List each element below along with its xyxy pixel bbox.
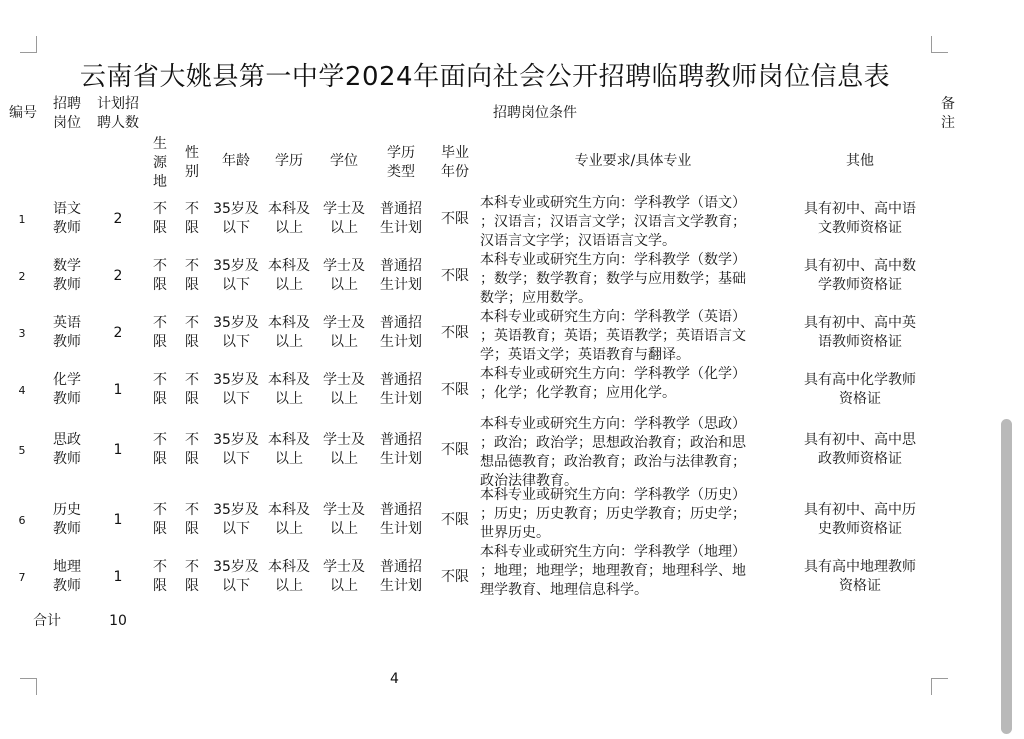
row-4-origin: 不 限 xyxy=(153,372,167,407)
document-title: 云南省大姚县第一中学2024年面向社会公开招聘临聘教师岗位信息表 xyxy=(79,62,891,92)
row-7-major: 本科专业或研究生方向：学科教学（地理） ；地理；地理学；地理教育；地理科学、地 理学教育、地理信息科学。 xyxy=(480,544,746,598)
row-2-position: 数学 教师 xyxy=(53,258,81,293)
header-other: 其他 xyxy=(846,153,874,169)
vertical-scrollbar[interactable] xyxy=(1001,419,1012,734)
row-2-education: 本科及 以上 xyxy=(268,258,310,293)
row-7-quota: 1 xyxy=(113,569,123,585)
row-2-other: 具有初中、高中数 学教师资格证 xyxy=(804,258,916,293)
row-1-gender: 不 限 xyxy=(185,201,199,236)
row-1-quota: 2 xyxy=(113,211,123,227)
row-4-no: 4 xyxy=(18,384,26,397)
row-4-major: 本科专业或研究生方向：学科教学（化学） ；化学；化学教育；应用化学。 xyxy=(480,366,746,401)
row-6-degree: 学士及 以上 xyxy=(323,502,365,537)
header-no: 编号 xyxy=(9,105,37,121)
header-degree: 学位 xyxy=(330,153,358,169)
crop-mark-top-right xyxy=(931,36,948,53)
row-3-education: 本科及 以上 xyxy=(268,315,310,350)
row-1-no: 1 xyxy=(18,213,26,226)
crop-mark-bottom-right xyxy=(931,678,948,695)
header-age: 年龄 xyxy=(222,153,250,169)
total-label: 合计 xyxy=(33,613,61,629)
crop-mark-bottom-left xyxy=(20,678,37,695)
row-6-age: 35岁及 以下 xyxy=(213,502,259,537)
row-5-grad-year: 不限 xyxy=(441,442,469,458)
row-3-quota: 2 xyxy=(113,325,123,341)
row-4-age: 35岁及 以下 xyxy=(213,372,259,407)
header-quota: 计划招 聘人数 xyxy=(97,96,139,131)
header-education: 学历 xyxy=(275,153,303,169)
row-7-no: 7 xyxy=(18,571,26,584)
row-4-position: 化学 教师 xyxy=(53,372,81,407)
header-origin: 生 源 地 xyxy=(153,136,167,190)
row-2-major: 本科专业或研究生方向：学科教学（数学） ；数学；数学教育；数学与应用数学；基础 数学；应用数学。 xyxy=(480,252,746,306)
row-3-other: 具有初中、高中英 语教师资格证 xyxy=(804,315,916,350)
page-number: 4 xyxy=(390,671,399,687)
row-6-edu-type: 普通招 生计划 xyxy=(380,502,422,537)
row-3-origin: 不 限 xyxy=(153,315,167,350)
row-5-degree: 学士及 以上 xyxy=(323,432,365,467)
row-7-grad-year: 不限 xyxy=(441,569,469,585)
row-6-origin: 不 限 xyxy=(153,502,167,537)
row-6-gender: 不 限 xyxy=(185,502,199,537)
row-6-position: 历史 教师 xyxy=(53,502,81,537)
header-major: 专业要求/具体专业 xyxy=(574,153,692,169)
total-value: 10 xyxy=(109,613,127,629)
row-7-degree: 学士及 以上 xyxy=(323,559,365,594)
row-2-degree: 学士及 以上 xyxy=(323,258,365,293)
row-6-quota: 1 xyxy=(113,512,123,528)
row-3-position: 英语 教师 xyxy=(53,315,81,350)
row-3-grad-year: 不限 xyxy=(441,325,469,341)
row-5-position: 思政 教师 xyxy=(53,432,81,467)
row-5-no: 5 xyxy=(18,444,26,457)
row-1-other: 具有初中、高中语 文教师资格证 xyxy=(804,201,916,236)
row-6-other: 具有初中、高中历 史教师资格证 xyxy=(804,502,916,537)
row-6-education: 本科及 以上 xyxy=(268,502,310,537)
row-4-other: 具有高中化学教师 资格证 xyxy=(804,372,916,407)
row-2-edu-type: 普通招 生计划 xyxy=(380,258,422,293)
header-edu-type: 学历 类型 xyxy=(387,145,415,180)
row-5-major: 本科专业或研究生方向：学科教学（思政） ；政治；政治学；思想政治教育；政治和思 想品德教育；政治教育；政治与法律教育； 政治法律教育。 xyxy=(480,416,746,489)
row-1-major: 本科专业或研究生方向：学科教学（语文） ；汉语言；汉语言文学；汉语言文学教育； 汉语言文字学；汉语语言文学。 xyxy=(480,195,746,249)
header-position: 招聘 岗位 xyxy=(53,96,81,131)
row-4-grad-year: 不限 xyxy=(441,382,469,398)
row-1-grad-year: 不限 xyxy=(441,211,469,227)
row-2-origin: 不 限 xyxy=(153,258,167,293)
row-5-age: 35岁及 以下 xyxy=(213,432,259,467)
row-7-gender: 不 限 xyxy=(185,559,199,594)
row-5-education: 本科及 以上 xyxy=(268,432,310,467)
row-3-degree: 学士及 以上 xyxy=(323,315,365,350)
crop-mark-top-left xyxy=(20,36,37,53)
row-7-edu-type: 普通招 生计划 xyxy=(380,559,422,594)
row-4-education: 本科及 以上 xyxy=(268,372,310,407)
row-3-gender: 不 限 xyxy=(185,315,199,350)
row-1-position: 语文 教师 xyxy=(53,201,81,236)
header-gender: 性 别 xyxy=(185,145,199,180)
row-6-no: 6 xyxy=(18,514,26,527)
row-1-edu-type: 普通招 生计划 xyxy=(380,201,422,236)
row-5-gender: 不 限 xyxy=(185,432,199,467)
row-4-quota: 1 xyxy=(113,382,123,398)
row-4-edu-type: 普通招 生计划 xyxy=(380,372,422,407)
row-1-origin: 不 限 xyxy=(153,201,167,236)
header-grad-year: 毕业 年份 xyxy=(441,145,469,180)
row-3-no: 3 xyxy=(18,327,26,340)
row-4-degree: 学士及 以上 xyxy=(323,372,365,407)
row-4-gender: 不 限 xyxy=(185,372,199,407)
row-7-position: 地理 教师 xyxy=(53,559,81,594)
row-3-edu-type: 普通招 生计划 xyxy=(380,315,422,350)
header-remark: 备 注 xyxy=(941,96,955,131)
row-5-quota: 1 xyxy=(113,442,123,458)
row-3-major: 本科专业或研究生方向：学科教学（英语） ；英语教育；英语；英语教学；英语语言文 学；英语文学；英语教育与翻译。 xyxy=(480,309,746,363)
row-6-grad-year: 不限 xyxy=(441,512,469,528)
row-1-degree: 学士及 以上 xyxy=(323,201,365,236)
row-5-other: 具有初中、高中思 政教师资格证 xyxy=(804,432,916,467)
row-3-age: 35岁及 以下 xyxy=(213,315,259,350)
header-conditions: 招聘岗位条件 xyxy=(493,105,577,121)
row-7-age: 35岁及 以下 xyxy=(213,559,259,594)
row-2-grad-year: 不限 xyxy=(441,268,469,284)
row-1-education: 本科及 以上 xyxy=(268,201,310,236)
row-2-age: 35岁及 以下 xyxy=(213,258,259,293)
row-2-gender: 不 限 xyxy=(185,258,199,293)
row-5-edu-type: 普通招 生计划 xyxy=(380,432,422,467)
row-2-no: 2 xyxy=(18,270,26,283)
row-7-other: 具有高中地理教师 资格证 xyxy=(804,559,916,594)
row-1-age: 35岁及 以下 xyxy=(213,201,259,236)
row-5-origin: 不 限 xyxy=(153,432,167,467)
row-6-major: 本科专业或研究生方向：学科教学（历史） ；历史；历史教育；历史学教育；历史学； 世界历史。 xyxy=(480,487,746,541)
row-7-education: 本科及 以上 xyxy=(268,559,310,594)
row-7-origin: 不 限 xyxy=(153,559,167,594)
row-2-quota: 2 xyxy=(113,268,123,284)
